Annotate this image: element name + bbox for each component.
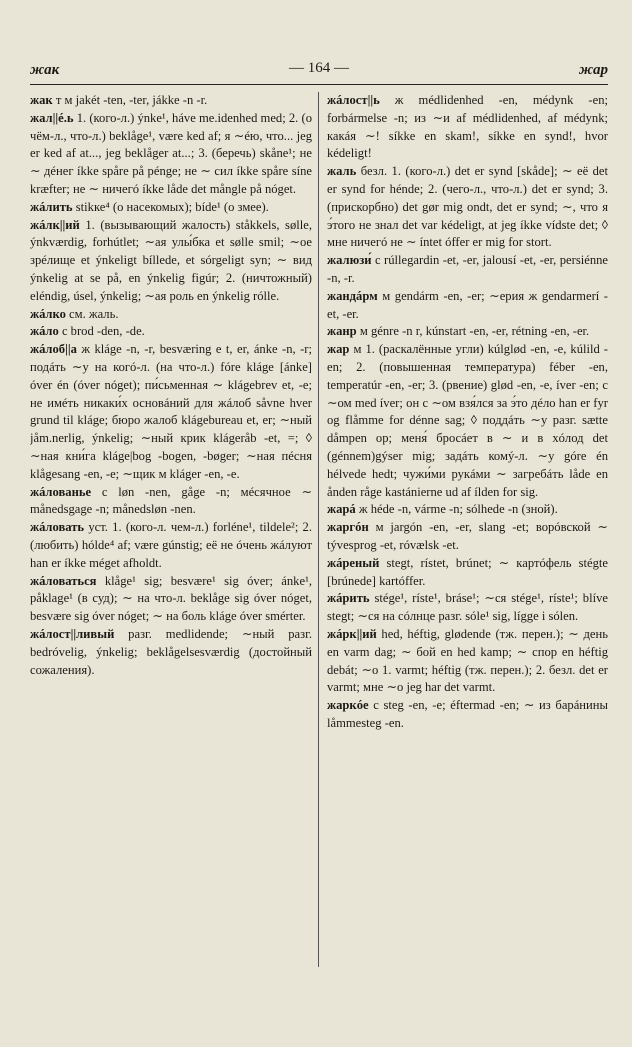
dictionary-entry: жарá ж héde -n, várme -n; sólhede -n (зной). bbox=[327, 502, 558, 517]
page-number: — 164 — bbox=[289, 60, 349, 76]
dictionary-entry: жáловаться klåge¹ sig; besvære¹ sig óver; ánke¹, påklage¹ (в суд); ∼ на что-л. beklåge sig óver nóget, besvære sig óver nóget; ∼ на боль kláge óver smérter. bbox=[30, 573, 312, 624]
columns bbox=[30, 92, 608, 967]
dictionary-entry: жáлоб||а ж kláge -n, -r, besværing e t, er, ánke -n, -r; подáть ∼у на когó-л. (на что-л.) fóre kláge [ánke] óver én (óver nóget); пи́сьменная ∼ klágebrev et, -e; не имéть никаки́х основáний для жáлоб såvne hver grund til kláge; бюро жалоб klágebureau et, er; ∼ный jåm.nerlig, ýnkelig; ∼ный крик klágeråb -et, =; ◊ ∼ная кни́га kláge|bog -bogen, -bøger; ∼ная пéсня klågesang -en, -e; ∼щик м kláger -en, -e. bbox=[30, 342, 312, 481]
entry-headword: жáрить bbox=[327, 591, 370, 606]
entry-headword: жáлить bbox=[30, 199, 73, 214]
header-left-guideword: жак bbox=[30, 62, 60, 78]
entry-headword: жáлк||ий bbox=[30, 217, 80, 232]
dictionary-entry: жáлить stikке⁴ (о насекомых); bíde¹ (о змее). bbox=[30, 199, 269, 214]
entry-headword: жáлост||ь bbox=[327, 93, 380, 107]
dictionary-entry: жар м 1. (раскалённые угли) kúlglød -en, -e, kúlild -en; 2. (повышенная температура) féber -en, temperatúr -en, -er; 3. (рвение) glød -en, -e, íver -en; с ∼ом med íver; он с ∼ом взя́лся за э́то дéло han er fyr og flåmme for dénne sag; ◊ поддáть ∼у разг. sætte dåmpen op; меня́ бросáет в ∼ и в хóлод det (génnem)gýser mig; задáть комý-л. ∼у góre én hélvede hedt; чужи́ми рукáми ∼ загребáть låde en ånden råge kastánierne ud af ílden for sig. bbox=[327, 342, 608, 499]
entry-headword: жáлост||ливый bbox=[30, 626, 115, 641]
dictionary-entry: жáреный stegt, rístet, brúnet; ∼ картóфель stégte [brúnede] kartóffer. bbox=[327, 555, 608, 588]
dictionary-entry: жáлованье с løn -nen, gåge -n; мéсячное ∼ månedsgage -n; månedsløn -nen. bbox=[30, 484, 312, 517]
entry-headword: жáлко bbox=[30, 306, 66, 321]
entry-headword: жалюзи́ bbox=[327, 253, 372, 268]
dictionary-entry: жандáрм м gendárm -en, -er; ∼ерия ж gendarmerí -et, -er. bbox=[327, 288, 608, 321]
entry-headword: жáло bbox=[30, 324, 59, 339]
dictionary-entry: жáрить stége¹, ríste¹, bráse¹; ∼ся stége¹, ríste¹; blíve stegt; ∼ся на сóлнце разг. sóle¹ sig, lígge i sólen. bbox=[327, 591, 608, 624]
dictionary-entry: жáрк||ий hed, héftig, glødende (тж. перен.); ∼ день en varm dag; ∼ бой en hed kamp; ∼ спор en héftig debát; ∼о 1. varmt; héftig (тж. перен.); 2. безл. det er varmt; мне ∼о jeg har det varmt. bbox=[327, 626, 608, 695]
dictionary-entry: жал||é.ь 1. (кого-л.) ýnke¹, háve me.idenhed med; 2. (о чём-л., что-л.) beklåge¹, være ked af; я ∼éю, что... jeg er ked af at..., jeg beklåger at...; 3. (беречь) skåne¹; не ∼ дéнег íkke spåre på pénge; не ∼ сил íkke spåre síne kræfter; не ∼ ничегó íkke låde det mångle på nóget. bbox=[30, 110, 312, 196]
entry-headword: жáрк||ий bbox=[327, 626, 377, 641]
entry-headword: жáловать bbox=[30, 520, 85, 535]
entry-headword: жал||é.ь bbox=[30, 110, 74, 125]
header-right-guideword: жар bbox=[578, 62, 608, 78]
entry-headword: жарá bbox=[327, 502, 356, 517]
entry-headword: жанр bbox=[327, 324, 357, 339]
entry-headword: жáлоб||а bbox=[30, 342, 77, 357]
dictionary-entry: жáлост||ливый разг. medlidende; ∼ный разг. bedróvelig, ýnkelig; beklågelsesværdig (достойный сожаления). bbox=[30, 626, 312, 677]
dictionary-entry: жанр м génre -n r, kúnstart -en, -er, rétning -en, -er. bbox=[327, 324, 590, 339]
entry-headword: жак bbox=[30, 93, 53, 107]
dictionary-entry: жáлк||ий 1. (вызывающий жалость) ståkkels, sølle, ýnkværdig, forhútlet; ∼ая улы́бка et sølle smil; ∼ое зрéлище et ýnkeligt bíllede, et sórgeligt syn; ∼ вид ýnkelig at se på, en ýnkelig figúr; 2. (ничтожный) eléndig, úsel, ýnkelig; ∼ая роль en ýnkelig rólle. bbox=[30, 217, 312, 303]
dictionary-entry: жáлост||ь ж médlidenhed -en, médynk -en; forbármelse -n; из ∼и af médlidenhed, af médynk; какáя ∼! síkke en skam!, síkke en synd!, hvor kédeligt! bbox=[327, 93, 608, 161]
left-column bbox=[30, 92, 319, 967]
header-rule bbox=[30, 84, 608, 85]
dictionary-entry: жáлко см. жаль. bbox=[30, 306, 119, 321]
page-header bbox=[30, 56, 608, 82]
dictionary-entry: жáло с brod -den, -de. bbox=[30, 324, 145, 339]
right-column bbox=[319, 92, 608, 967]
entry-headword: жар bbox=[327, 342, 350, 357]
dictionary-entry: жаль безл. 1. (кого-л.) det er synd [skåde]; ∼ eё det er synd for hénde; 2. (чего-л., что-л.) det er synd; 3. (прискорбно) det gør mig ondt, det er synd; ∼, что я э́того не знал det var kédeligt, at jeg íkke vídste det; ◊ мне ничегó не ∼ íntet óffer er mig for stort. bbox=[327, 164, 608, 250]
entry-headword: жáреный bbox=[327, 555, 380, 570]
entry-headword: жаркóе bbox=[327, 698, 369, 713]
entry-headword: жандáрм bbox=[327, 288, 378, 303]
dictionary-entry: жаргóн м jargón -en, -er, slang -et; ворóвской ∼ tývesprog -et, róvælsk -et. bbox=[327, 520, 608, 552]
dictionary-entry: жаркóе с steg -en, -e; éftermad -en; ∼ из барáнины låmmesteg -en. bbox=[327, 698, 608, 730]
entry-headword: жáловаться bbox=[30, 573, 97, 588]
dictionary-entry: жáловать уст. 1. (кого-л. чем-л.) forléne¹, tildele²; 2. (любить) hólde⁴ af; være gúnstig; её не óчень жáлуют han er íkke méget afholdt. bbox=[30, 520, 312, 570]
dictionary-entry: жак т м jakét -ten, -ter, jákke -n -r. bbox=[30, 93, 208, 107]
entry-headword: жáлованье bbox=[30, 484, 92, 499]
entry-headword: жаргóн bbox=[327, 520, 369, 535]
dictionary-entry: жалюзи́ с rúllegardin -et, -er, jalousí -et, -er, persiénne -n, -r. bbox=[327, 253, 608, 285]
entry-headword: жаль bbox=[327, 164, 357, 179]
